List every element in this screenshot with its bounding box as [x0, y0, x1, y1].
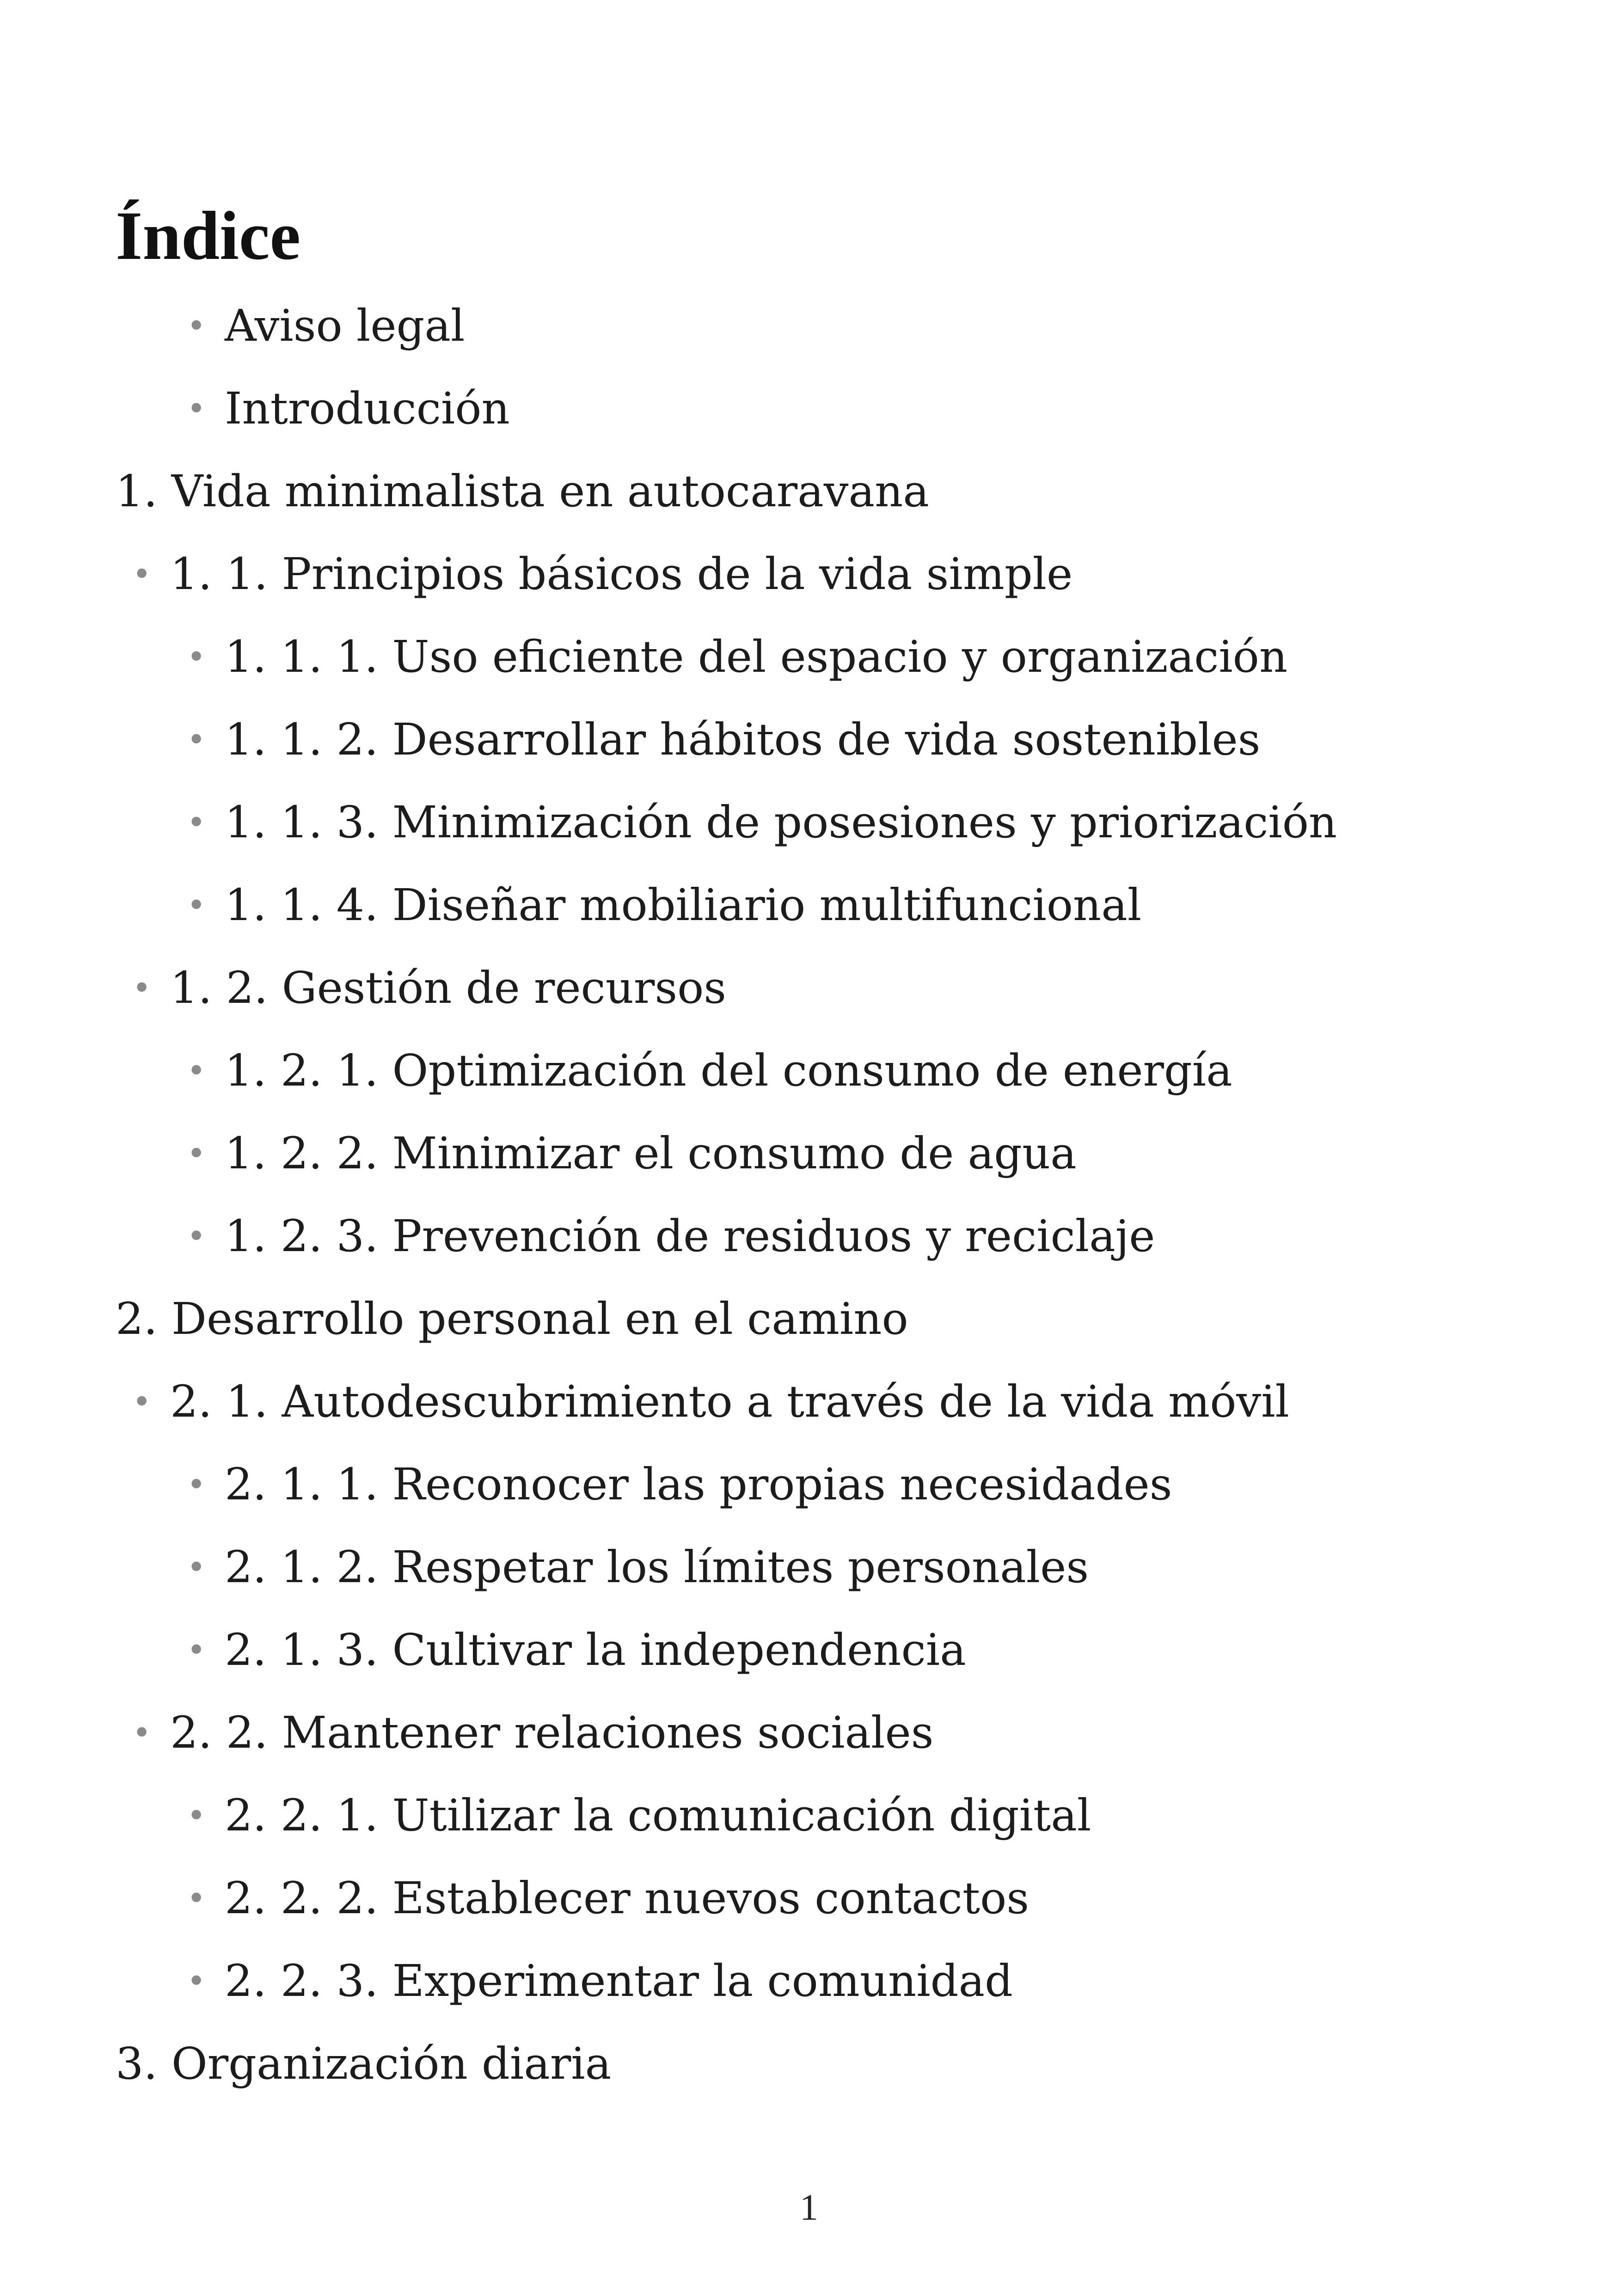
toc-entry[interactable] [187, 795, 1337, 850]
toc-entry-label: 1. 1. 3. Minimización de posesiones y priorización [225, 797, 1337, 848]
bullet-icon: • [187, 1135, 206, 1173]
toc-entry-label: 2. 2. 1. Utilizar la comunicación digital [225, 1790, 1091, 1841]
toc-entry[interactable] [187, 1540, 1089, 1595]
bullet-icon: • [132, 1383, 152, 1421]
bullet-icon: • [187, 307, 206, 345]
bullet-icon: • [132, 969, 152, 1007]
toc-entry-label: 1. 2. 2. Minimizar el consumo de agua [225, 1128, 1077, 1179]
toc-entry-label: 3. Organización diaria [116, 2038, 612, 2089]
toc-entry-label: 2. 1. Autodescubrimiento a través de la vida móvil [170, 1376, 1289, 1427]
bullet-icon: • [187, 1962, 206, 2000]
toc-entry-label: 2. 1. 3. Cultivar la independencia [225, 1625, 966, 1676]
toc-entry-label: 2. Desarrollo personal en el camino [116, 1294, 908, 1344]
toc-entry-label: 1. Vida minimalista en autocaravana [116, 466, 929, 517]
toc-entry-label: 2. 1. 1. Reconocer las propias necesidades [225, 1459, 1172, 1510]
toc-entry-label: 2. 2. 2. Establecer nuevos contactos [225, 1873, 1030, 1924]
toc-entry-label: 2. 2. 3. Experimentar la comunidad [225, 1956, 1013, 2007]
bullet-icon: • [187, 1466, 206, 1504]
toc-entry[interactable] [187, 1457, 1172, 1512]
toc-entry-label: 2. 1. 2. Respetar los límites personales [225, 1542, 1089, 1593]
toc-entry[interactable] [187, 1209, 1155, 1264]
toc-entry-label: 1. 1. 4. Diseñar mobiliario multifuncional [225, 880, 1142, 931]
toc-entry[interactable] [187, 1871, 1030, 1926]
bullet-icon: • [187, 1879, 206, 1917]
bullet-icon: • [187, 721, 206, 759]
bullet-icon: • [187, 804, 206, 841]
bullet-icon: • [187, 886, 206, 924]
toc-entry[interactable] [187, 381, 510, 436]
toc-entry[interactable] [187, 878, 1142, 933]
bullet-icon: • [187, 1052, 206, 1090]
toc-entry[interactable] [187, 1043, 1232, 1099]
bullet-icon: • [187, 1217, 206, 1255]
toc-entry[interactable] [116, 1291, 908, 1347]
bullet-icon: • [132, 1714, 152, 1752]
toc-entry-label: 2. 2. Mantener relaciones sociales [170, 1707, 934, 1758]
toc-entry[interactable] [132, 1705, 934, 1761]
bullet-icon: • [187, 1548, 206, 1586]
toc-entry[interactable] [187, 1622, 966, 1678]
page-title: Índice [116, 197, 301, 274]
toc-entry-label: 1. 1. 1. Uso eficiente del espacio y organización [225, 632, 1288, 682]
toc-entry[interactable] [116, 2036, 611, 2092]
bullet-icon: • [187, 638, 206, 676]
toc-entry[interactable] [187, 712, 1261, 767]
bullet-icon: • [187, 1631, 206, 1669]
toc-entry-label: Introducción [225, 383, 510, 434]
toc-entry-label: 1. 2. 1. Optimización del consumo de energía [225, 1045, 1232, 1096]
bullet-icon: • [187, 390, 206, 428]
toc-entry-label: 1. 2. Gestión de recursos [170, 963, 727, 1013]
toc-entry[interactable] [132, 1374, 1289, 1430]
toc-entry-label: 1. 1. Principios básicos de la vida simple [170, 549, 1073, 600]
toc-entry-label: Aviso legal [225, 301, 465, 351]
toc-entry[interactable] [187, 1953, 1013, 2009]
page-number: 1 [800, 2187, 818, 2228]
toc-entry[interactable] [132, 960, 727, 1016]
toc-entry[interactable] [187, 1788, 1091, 1843]
toc-entry[interactable] [132, 546, 1073, 602]
toc-entry[interactable] [116, 464, 929, 519]
toc-entry[interactable] [187, 298, 465, 354]
toc-entry-label: 1. 2. 3. Prevención de residuos y reciclaje [225, 1211, 1155, 1262]
toc-entry[interactable] [187, 629, 1288, 685]
bullet-icon: • [132, 555, 152, 593]
toc-entry[interactable] [187, 1126, 1077, 1181]
bullet-icon: • [187, 1797, 206, 1835]
toc-entry-label: 1. 1. 2. Desarrollar hábitos de vida sostenibles [225, 714, 1261, 765]
